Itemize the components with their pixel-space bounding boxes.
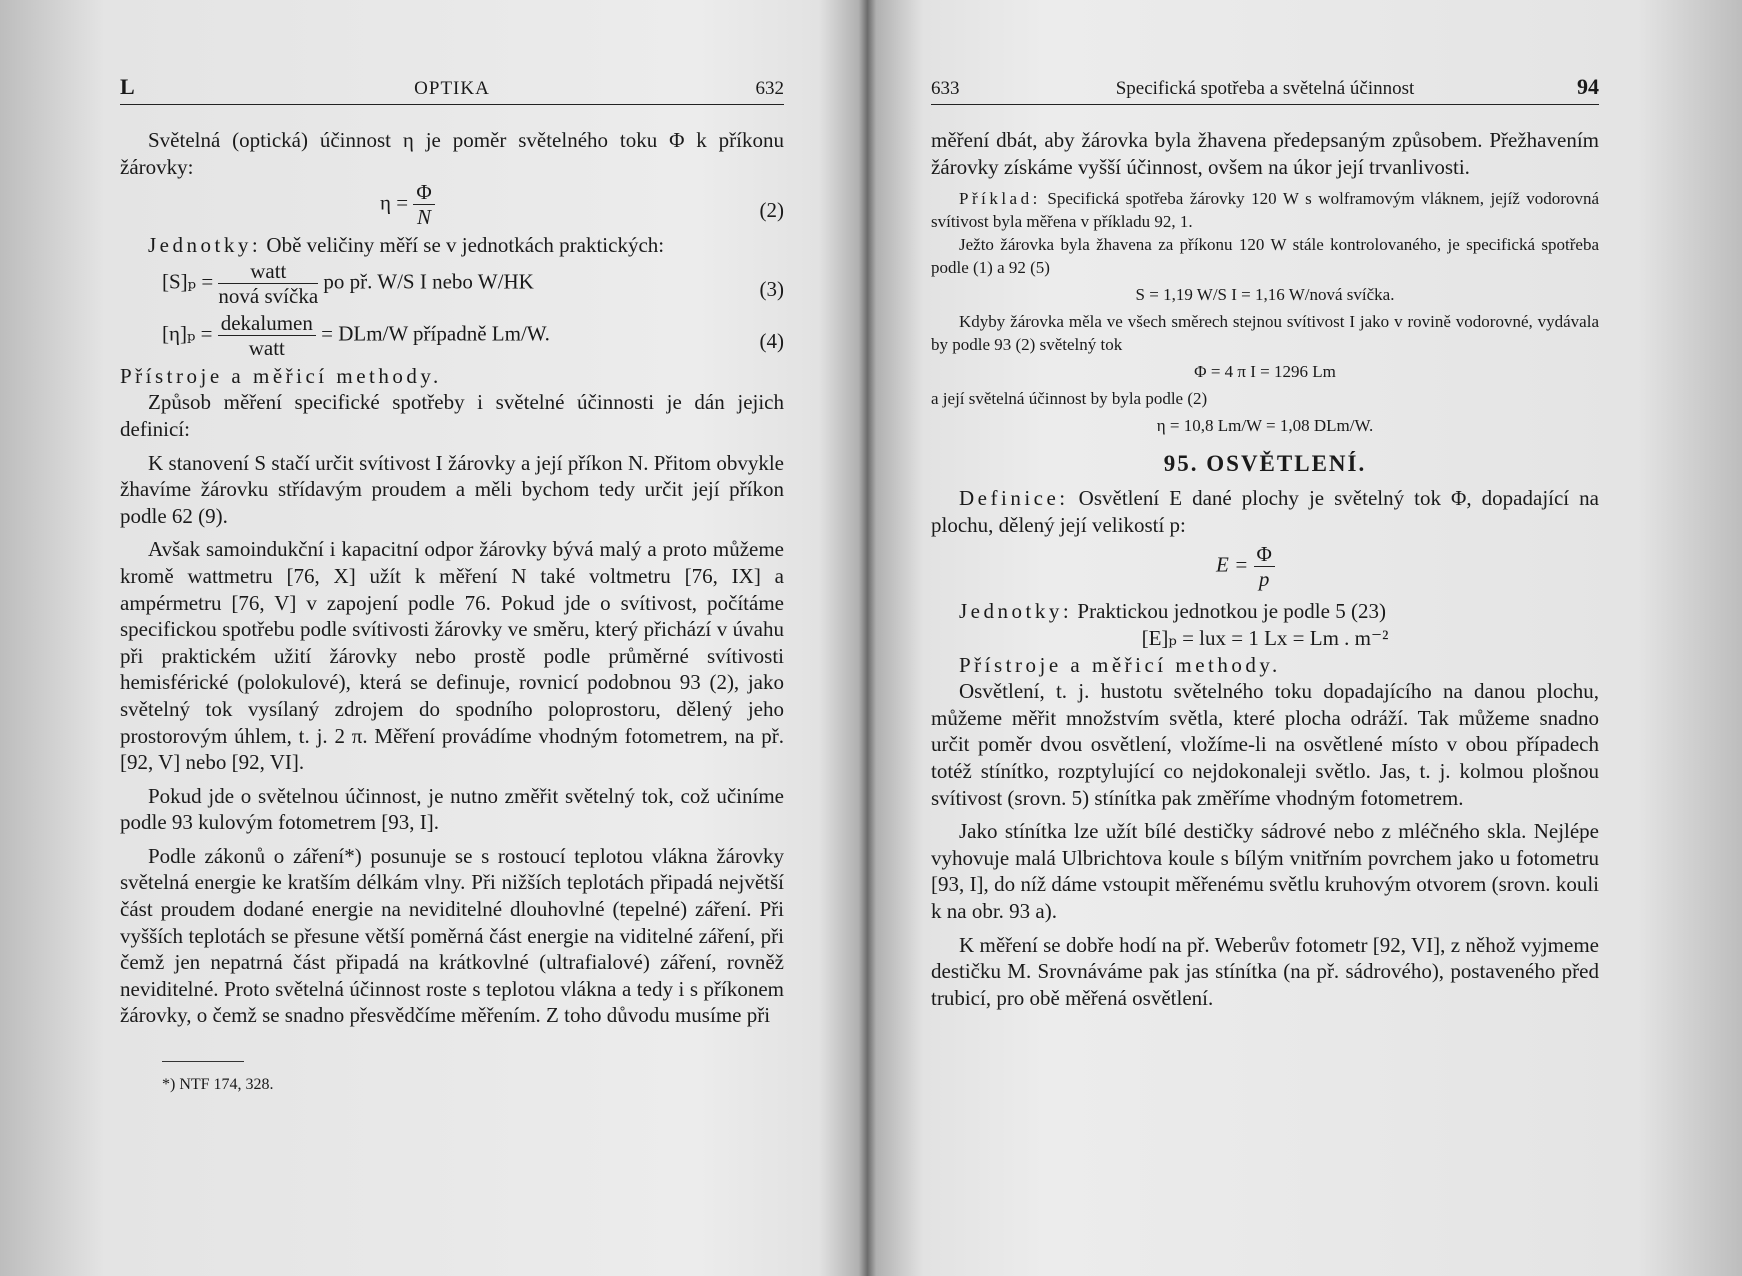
formula-lhs: [S]ₚ = <box>162 269 214 294</box>
left-page-header <box>120 70 784 105</box>
page-number: 632 <box>755 78 784 99</box>
fraction <box>1254 542 1275 591</box>
paragraph: Avšak samoindukční i kapacitní odpor žárovky bývá malý a proto můžeme kromě wattmetru [76, X] užít k měření N také voltmetru [76, IX] a ampérmetru [76, V] v zapojení podle 76. Pokud jde o svítivost, počítáme specifickou spotřebu podle svítivosti žárovky ve směru, který přichází v úvahu při praktickém užití žárovky nebo prostě podle průměrné svítivosti hemisférické (polokulové), která se definuje, rovnicí podobnou 93 (2), jako světelný tok vysílaný zdrojem do spodního poloprostoru, dělený jeho prostorovým úhlem, t. j. 2 π. Měření provádíme vhodným fotometrem, na př. [92, V] nebo [92, VI]. <box>120 537 784 775</box>
paragraph: Podle zákonů o záření*) posunuje se s rostoucí teplotou vlákna žárovky světelná energie ke kratším délkám vlny. Při nižších teplotách připadá největší část proudem dodané energie na neviditelné dlouhovlné (tepelné) záření. Při vyšších teplotách se přesune větší poměrná část energie na viditelné záření, při čemž jen nepatrná část připadá na krátkovlné (ultrafialové) záření, rovněž neviditelné. Proto světelná účinnost roste s teplotou vlákna a tedy i s příkonem žárovky, o čemž se snadno přesvědčíme měřením. Z toho důvodu musíme při <box>120 843 784 1028</box>
equation-number: (3) <box>759 276 784 301</box>
denominator: watt <box>248 335 285 360</box>
example-formula: η = 10,8 Lm/W = 1,08 DLm/W. <box>1156 416 1374 436</box>
formula-3 <box>120 259 784 311</box>
right-page <box>931 70 1599 1011</box>
paragraph: měření dbát, aby žárovka byla žhavena předepsaným způsobem. Přežhavením žárovky získáme vyšší účinnost, ovšem na úkor její trvanlivosti. <box>931 128 1599 179</box>
numerator: dekalumen <box>218 311 316 336</box>
example-formula: Φ = 4 π I = 1296 Lm <box>1194 362 1336 382</box>
example-paragraph <box>931 187 1599 233</box>
formula-lhs: η = <box>380 190 409 215</box>
section-heading: 95. OSVĚTLENÍ. <box>1163 451 1367 477</box>
denominator: p <box>1258 567 1270 592</box>
example-label: Příklad: <box>959 189 1041 209</box>
numerator: watt <box>218 259 318 284</box>
header-letter: L <box>120 74 135 99</box>
paragraph: K měření se dobře hodí na př. Weberův fotometr [92, VI], z něhož vyjmeme destičku M. Srovnáváme pak jas stínítka (na př. sádrového), postaveného před trubicí, pro obě měřená osvětlení. <box>931 932 1599 1010</box>
units-text: Praktickou jednotkou je podle 5 (23) <box>1077 599 1386 624</box>
equation-number: (4) <box>759 328 784 353</box>
example-paragraph: Ježto žárovka byla žhavena za příkonu 120 W stále kontrolovaného, je specifická spotřeba podle (1) a 92 (5) <box>931 235 1599 278</box>
header-title: OPTIKA <box>414 78 490 99</box>
footnote-rule <box>162 1061 244 1062</box>
units-paragraph <box>120 232 784 259</box>
formula-4 <box>120 311 784 363</box>
numerator: Φ <box>1254 542 1275 567</box>
formula-lhs: [η]ₚ = <box>162 321 213 346</box>
formula-rhs: po př. W/S I nebo W/HK <box>323 269 534 294</box>
equation-number: (2) <box>759 198 784 223</box>
paragraph: Světelná (optická) účinnost η je poměr světelného toku Φ k příkonu žárovky: <box>120 128 784 179</box>
right-page-header <box>931 70 1599 105</box>
fraction <box>413 180 434 229</box>
units-paragraph <box>931 598 1599 625</box>
page-number: 633 <box>931 78 960 99</box>
paragraph: K stanovení S stačí určit svítivost I žárovky a její příkon N. Přitom obvykle žhavíme žárovku střídavým proudem a měli bychom tedy určit její příkon podle 62 (9). <box>120 450 784 528</box>
units-text: Obě veličiny měří se v jednotkách praktických: <box>266 233 665 258</box>
paragraph: Osvětlení, t. j. hustotu světelného toku dopadajícího na danou plochu, můžeme měřit množstvím světla, které plocha odráží. Tak můžeme snadno určit poměr dvou osvětlení, vložíme-li na osvětlené místo v obou případech totéž stínítko, rozptylující co nejdokonaleji světlo. Jas, t. j. kolmou plošnou svítivost (srovn. 5) stínítka pak změříme vhodným fotometrem. <box>931 679 1599 810</box>
example-text: Specifická spotřeba žárovky 120 W s wolframovým vláknem, jejíž vodorovná svítivost byla měřena v příkladu 92, 1. <box>931 189 1599 232</box>
formula-lhs: E = <box>1216 552 1249 577</box>
example-paragraph: a její světelná účinnost by byla podle (2) <box>931 389 1208 409</box>
formula-2 <box>120 180 784 232</box>
definition-paragraph <box>931 485 1599 538</box>
section-subheading: Přístroje a měřicí methody. <box>120 363 442 388</box>
units-formula: [E]ₚ = lux = 1 Lx = Lm . m⁻² <box>1141 625 1389 650</box>
denominator: nová svíčka <box>218 283 319 308</box>
units-label: Jednotky: <box>148 233 262 258</box>
section-subheading: Přístroje a měřicí methody. <box>959 652 1281 677</box>
left-page <box>120 70 784 1094</box>
paragraph: Pokud jde o světelnou účinnost, je nutno změřit světelný tok, což učiníme podle 93 kulovým fotometrem [93, I]. <box>120 783 784 835</box>
definition-label: Definice: <box>959 486 1069 511</box>
units-label: Jednotky: <box>959 599 1073 624</box>
definition-text: Osvětlení E dané plochy je světelný tok Φ, dopadající na plochu, dělený její velikostí p: <box>931 486 1600 537</box>
header-title: Specifická spotřeba a světelná účinnost <box>1115 78 1415 99</box>
footnote: *) NTF 174, 328. <box>162 1076 274 1094</box>
example-paragraph: Kdyby žárovka měla ve všech směrech stejnou svítivost I jako v rovině vodorovné, vydávala by podle 93 (2) světelný tok <box>931 312 1599 355</box>
numerator: Φ <box>413 180 434 205</box>
example-formula: S = 1,19 W/S I = 1,16 W/nová svíčka. <box>1135 285 1395 305</box>
fraction <box>218 259 318 308</box>
formula-rhs: = DLm/W případně Lm/W. <box>321 321 550 346</box>
paragraph: Způsob měření specifické spotřeby i světelné účinnosti je dán jejich definicí: <box>120 390 784 441</box>
fraction <box>218 311 316 360</box>
formula-illuminance <box>931 538 1599 598</box>
paragraph: Jako stínítka lze užít bílé destičky sádrové nebo z mléčného skla. Nejlépe vyhovuje malá Ulbrichtova koule s bílým vnitřním povrchem jako u fotometru [93, I], do níž dáme vstoupit měřenému světlu kruhovým otvorem (srovn. kouli k na obr. 93 a). <box>931 819 1599 923</box>
section-number: 94 <box>1577 74 1599 99</box>
denominator: N <box>417 205 432 230</box>
